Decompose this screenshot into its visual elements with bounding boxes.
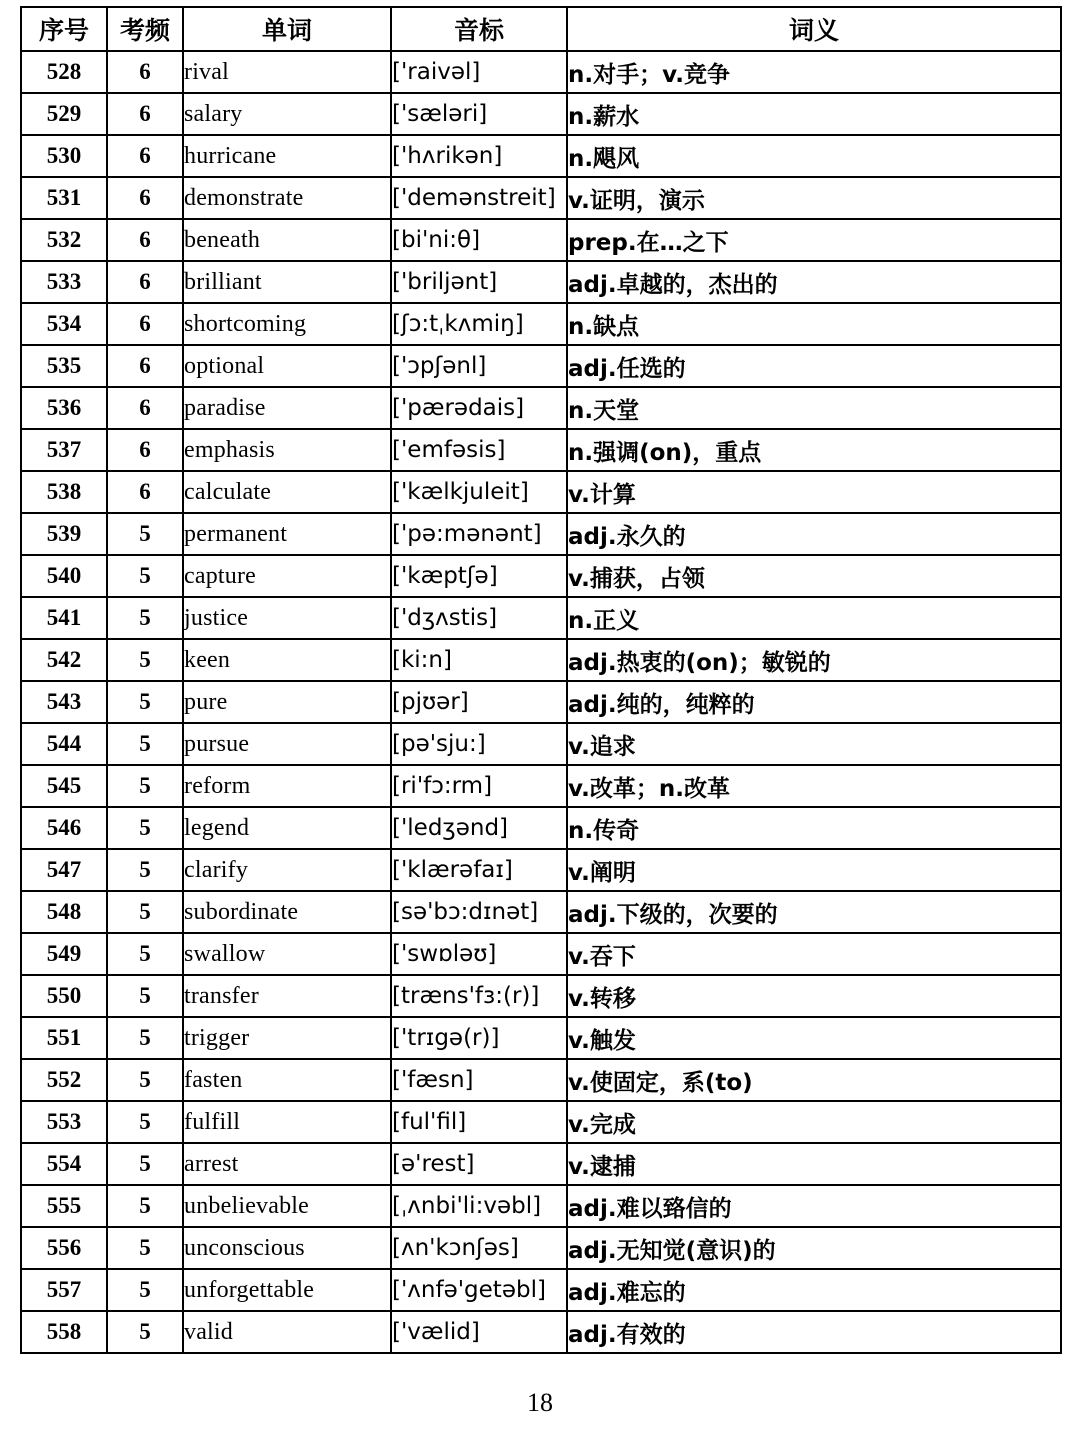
table-row	[21, 93, 1061, 135]
vocabulary-table	[20, 6, 1062, 1354]
cell-phonetic: ['ʌnfə'getəbl]	[391, 1269, 567, 1311]
cell-phonetic: ['emfəsis]	[391, 429, 567, 471]
table-row	[21, 345, 1061, 387]
table-row	[21, 807, 1061, 849]
cell-meaning: v.使固定，系(to)	[567, 1059, 1061, 1101]
cell-meaning: v.计算	[567, 471, 1061, 513]
cell-index: 542	[21, 639, 107, 681]
cell-word: capture	[183, 555, 391, 597]
cell-meaning: v.改革；n.改革	[567, 765, 1061, 807]
table-row	[21, 303, 1061, 345]
cell-word: trigger	[183, 1017, 391, 1059]
cell-meaning: adj.无知觉(意识)的	[567, 1227, 1061, 1269]
cell-phonetic: [ʌn'kɔnʃəs]	[391, 1227, 567, 1269]
cell-index: 530	[21, 135, 107, 177]
cell-meaning: n.缺点	[567, 303, 1061, 345]
table-row	[21, 1059, 1061, 1101]
cell-index: 538	[21, 471, 107, 513]
cell-frequency: 6	[107, 303, 183, 345]
cell-frequency: 5	[107, 639, 183, 681]
cell-word: keen	[183, 639, 391, 681]
cell-phonetic: [ful'fil]	[391, 1101, 567, 1143]
cell-word: swallow	[183, 933, 391, 975]
cell-phonetic: ['hʌrikən]	[391, 135, 567, 177]
cell-index: 544	[21, 723, 107, 765]
cell-meaning: adj.任选的	[567, 345, 1061, 387]
cell-meaning: v.捕获，占领	[567, 555, 1061, 597]
cell-frequency: 5	[107, 723, 183, 765]
cell-phonetic: ['klærəfaɪ]	[391, 849, 567, 891]
cell-meaning: v.证明，演示	[567, 177, 1061, 219]
table-row	[21, 849, 1061, 891]
cell-frequency: 5	[107, 807, 183, 849]
cell-index: 549	[21, 933, 107, 975]
cell-meaning: adj.下级的，次要的	[567, 891, 1061, 933]
cell-meaning: v.转移	[567, 975, 1061, 1017]
cell-frequency: 6	[107, 51, 183, 93]
column-header-phonetic: 音标	[391, 7, 567, 51]
cell-phonetic: ['ɔpʃənl]	[391, 345, 567, 387]
table-row	[21, 1017, 1061, 1059]
cell-meaning: n.天堂	[567, 387, 1061, 429]
cell-meaning: n.正义	[567, 597, 1061, 639]
cell-word: pure	[183, 681, 391, 723]
cell-meaning: adj.热衷的(on)；敏锐的	[567, 639, 1061, 681]
cell-frequency: 6	[107, 177, 183, 219]
cell-index: 552	[21, 1059, 107, 1101]
cell-word: valid	[183, 1311, 391, 1353]
cell-frequency: 5	[107, 849, 183, 891]
cell-word: subordinate	[183, 891, 391, 933]
table-row	[21, 681, 1061, 723]
cell-word: clarify	[183, 849, 391, 891]
table-row	[21, 1269, 1061, 1311]
cell-meaning: adj.难以臵信的	[567, 1185, 1061, 1227]
cell-phonetic: ['kælkjuleit]	[391, 471, 567, 513]
cell-word: shortcoming	[183, 303, 391, 345]
cell-index: 543	[21, 681, 107, 723]
cell-frequency: 5	[107, 1143, 183, 1185]
cell-word: pursue	[183, 723, 391, 765]
table-row	[21, 1143, 1061, 1185]
table-row	[21, 555, 1061, 597]
table-header-row	[21, 7, 1061, 51]
table-row	[21, 975, 1061, 1017]
cell-frequency: 6	[107, 345, 183, 387]
table-row	[21, 261, 1061, 303]
cell-frequency: 5	[107, 975, 183, 1017]
cell-word: calculate	[183, 471, 391, 513]
cell-index: 528	[21, 51, 107, 93]
cell-word: unconscious	[183, 1227, 391, 1269]
cell-meaning: n.对手；v.竞争	[567, 51, 1061, 93]
cell-frequency: 6	[107, 429, 183, 471]
cell-frequency: 5	[107, 1227, 183, 1269]
cell-phonetic: ['ledʒənd]	[391, 807, 567, 849]
cell-meaning: v.阐明	[567, 849, 1061, 891]
table-row	[21, 1311, 1061, 1353]
cell-meaning: adj.有效的	[567, 1311, 1061, 1353]
cell-index: 553	[21, 1101, 107, 1143]
cell-word: emphasis	[183, 429, 391, 471]
cell-index: 529	[21, 93, 107, 135]
cell-phonetic: [ˌʌnbi'li:vəbl]	[391, 1185, 567, 1227]
table-row	[21, 639, 1061, 681]
cell-phonetic: [ri'fɔ:rm]	[391, 765, 567, 807]
table-row	[21, 471, 1061, 513]
cell-index: 558	[21, 1311, 107, 1353]
column-header-word: 单词	[183, 7, 391, 51]
cell-phonetic: [ʃɔ:tˌkʌmiŋ]	[391, 303, 567, 345]
cell-word: fasten	[183, 1059, 391, 1101]
cell-frequency: 5	[107, 513, 183, 555]
cell-phonetic: ['kæptʃə]	[391, 555, 567, 597]
table-row	[21, 51, 1061, 93]
cell-index: 546	[21, 807, 107, 849]
cell-index: 545	[21, 765, 107, 807]
cell-index: 532	[21, 219, 107, 261]
cell-frequency: 6	[107, 387, 183, 429]
cell-phonetic: ['vælid]	[391, 1311, 567, 1353]
table-row	[21, 723, 1061, 765]
cell-meaning: v.逮捕	[567, 1143, 1061, 1185]
table-row	[21, 765, 1061, 807]
cell-frequency: 5	[107, 1101, 183, 1143]
column-header-frequency: 考频	[107, 7, 183, 51]
cell-word: justice	[183, 597, 391, 639]
cell-index: 533	[21, 261, 107, 303]
cell-phonetic: [ki:n]	[391, 639, 567, 681]
cell-phonetic: ['dʒʌstis]	[391, 597, 567, 639]
cell-index: 551	[21, 1017, 107, 1059]
cell-index: 554	[21, 1143, 107, 1185]
cell-index: 556	[21, 1227, 107, 1269]
cell-word: unforgettable	[183, 1269, 391, 1311]
table-row	[21, 135, 1061, 177]
cell-phonetic: ['demənstreit]	[391, 177, 567, 219]
cell-word: beneath	[183, 219, 391, 261]
cell-phonetic: ['briljənt]	[391, 261, 567, 303]
cell-index: 550	[21, 975, 107, 1017]
cell-meaning: n.传奇	[567, 807, 1061, 849]
cell-meaning: adj.难忘的	[567, 1269, 1061, 1311]
cell-index: 536	[21, 387, 107, 429]
table-row	[21, 597, 1061, 639]
cell-frequency: 5	[107, 1311, 183, 1353]
cell-index: 534	[21, 303, 107, 345]
cell-meaning: adj.卓越的，杰出的	[567, 261, 1061, 303]
cell-phonetic: [træns'fɜ:(r)]	[391, 975, 567, 1017]
cell-frequency: 6	[107, 219, 183, 261]
cell-index: 557	[21, 1269, 107, 1311]
cell-index: 555	[21, 1185, 107, 1227]
cell-index: 531	[21, 177, 107, 219]
table-header	[21, 7, 1061, 51]
cell-word: optional	[183, 345, 391, 387]
cell-meaning: adj.永久的	[567, 513, 1061, 555]
cell-word: demonstrate	[183, 177, 391, 219]
cell-frequency: 5	[107, 1185, 183, 1227]
cell-frequency: 5	[107, 681, 183, 723]
table-row	[21, 513, 1061, 555]
cell-frequency: 5	[107, 1269, 183, 1311]
cell-word: brilliant	[183, 261, 391, 303]
cell-frequency: 5	[107, 1059, 183, 1101]
cell-phonetic: ['sæləri]	[391, 93, 567, 135]
cell-frequency: 5	[107, 555, 183, 597]
table-row	[21, 219, 1061, 261]
cell-phonetic: ['swɒləʊ]	[391, 933, 567, 975]
cell-frequency: 6	[107, 471, 183, 513]
table-row	[21, 429, 1061, 471]
table-row	[21, 1227, 1061, 1269]
cell-meaning: n.飓风	[567, 135, 1061, 177]
cell-phonetic: [ə'rest]	[391, 1143, 567, 1185]
cell-meaning: v.触发	[567, 1017, 1061, 1059]
cell-frequency: 6	[107, 135, 183, 177]
cell-phonetic: ['pə:mənənt]	[391, 513, 567, 555]
cell-meaning: adj.纯的，纯粹的	[567, 681, 1061, 723]
cell-word: salary	[183, 93, 391, 135]
cell-frequency: 5	[107, 891, 183, 933]
cell-word: rival	[183, 51, 391, 93]
cell-meaning: v.追求	[567, 723, 1061, 765]
cell-word: reform	[183, 765, 391, 807]
cell-phonetic: ['pærədais]	[391, 387, 567, 429]
cell-word: permanent	[183, 513, 391, 555]
page-number: 18	[527, 1388, 553, 1417]
table-row	[21, 177, 1061, 219]
cell-index: 535	[21, 345, 107, 387]
cell-word: transfer	[183, 975, 391, 1017]
table-row	[21, 933, 1061, 975]
cell-word: paradise	[183, 387, 391, 429]
cell-phonetic: ['raivəl]	[391, 51, 567, 93]
table-body	[21, 51, 1061, 1353]
cell-word: fulfill	[183, 1101, 391, 1143]
cell-frequency: 6	[107, 93, 183, 135]
cell-frequency: 5	[107, 765, 183, 807]
cell-word: hurricane	[183, 135, 391, 177]
cell-word: arrest	[183, 1143, 391, 1185]
cell-word: unbelievable	[183, 1185, 391, 1227]
cell-index: 547	[21, 849, 107, 891]
cell-frequency: 5	[107, 933, 183, 975]
cell-index: 541	[21, 597, 107, 639]
cell-index: 540	[21, 555, 107, 597]
cell-index: 548	[21, 891, 107, 933]
column-header-index: 序号	[21, 7, 107, 51]
cell-index: 537	[21, 429, 107, 471]
table-row	[21, 387, 1061, 429]
cell-index: 539	[21, 513, 107, 555]
cell-meaning: v.吞下	[567, 933, 1061, 975]
cell-meaning: n.薪水	[567, 93, 1061, 135]
cell-phonetic: ['trɪgə(r)]	[391, 1017, 567, 1059]
cell-word: legend	[183, 807, 391, 849]
table-row	[21, 1101, 1061, 1143]
cell-phonetic: ['fæsn]	[391, 1059, 567, 1101]
column-header-meaning: 词义	[567, 7, 1061, 51]
cell-phonetic: [pjʊər]	[391, 681, 567, 723]
cell-phonetic: [sə'bɔ:dɪnət]	[391, 891, 567, 933]
table-row	[21, 1185, 1061, 1227]
cell-meaning: n.强调(on)，重点	[567, 429, 1061, 471]
cell-meaning: prep.在…之下	[567, 219, 1061, 261]
cell-frequency: 5	[107, 597, 183, 639]
table-row	[21, 891, 1061, 933]
cell-frequency: 6	[107, 261, 183, 303]
cell-phonetic: [pə'sju:]	[391, 723, 567, 765]
cell-phonetic: [bi'ni:θ]	[391, 219, 567, 261]
cell-frequency: 5	[107, 1017, 183, 1059]
cell-meaning: v.完成	[567, 1101, 1061, 1143]
